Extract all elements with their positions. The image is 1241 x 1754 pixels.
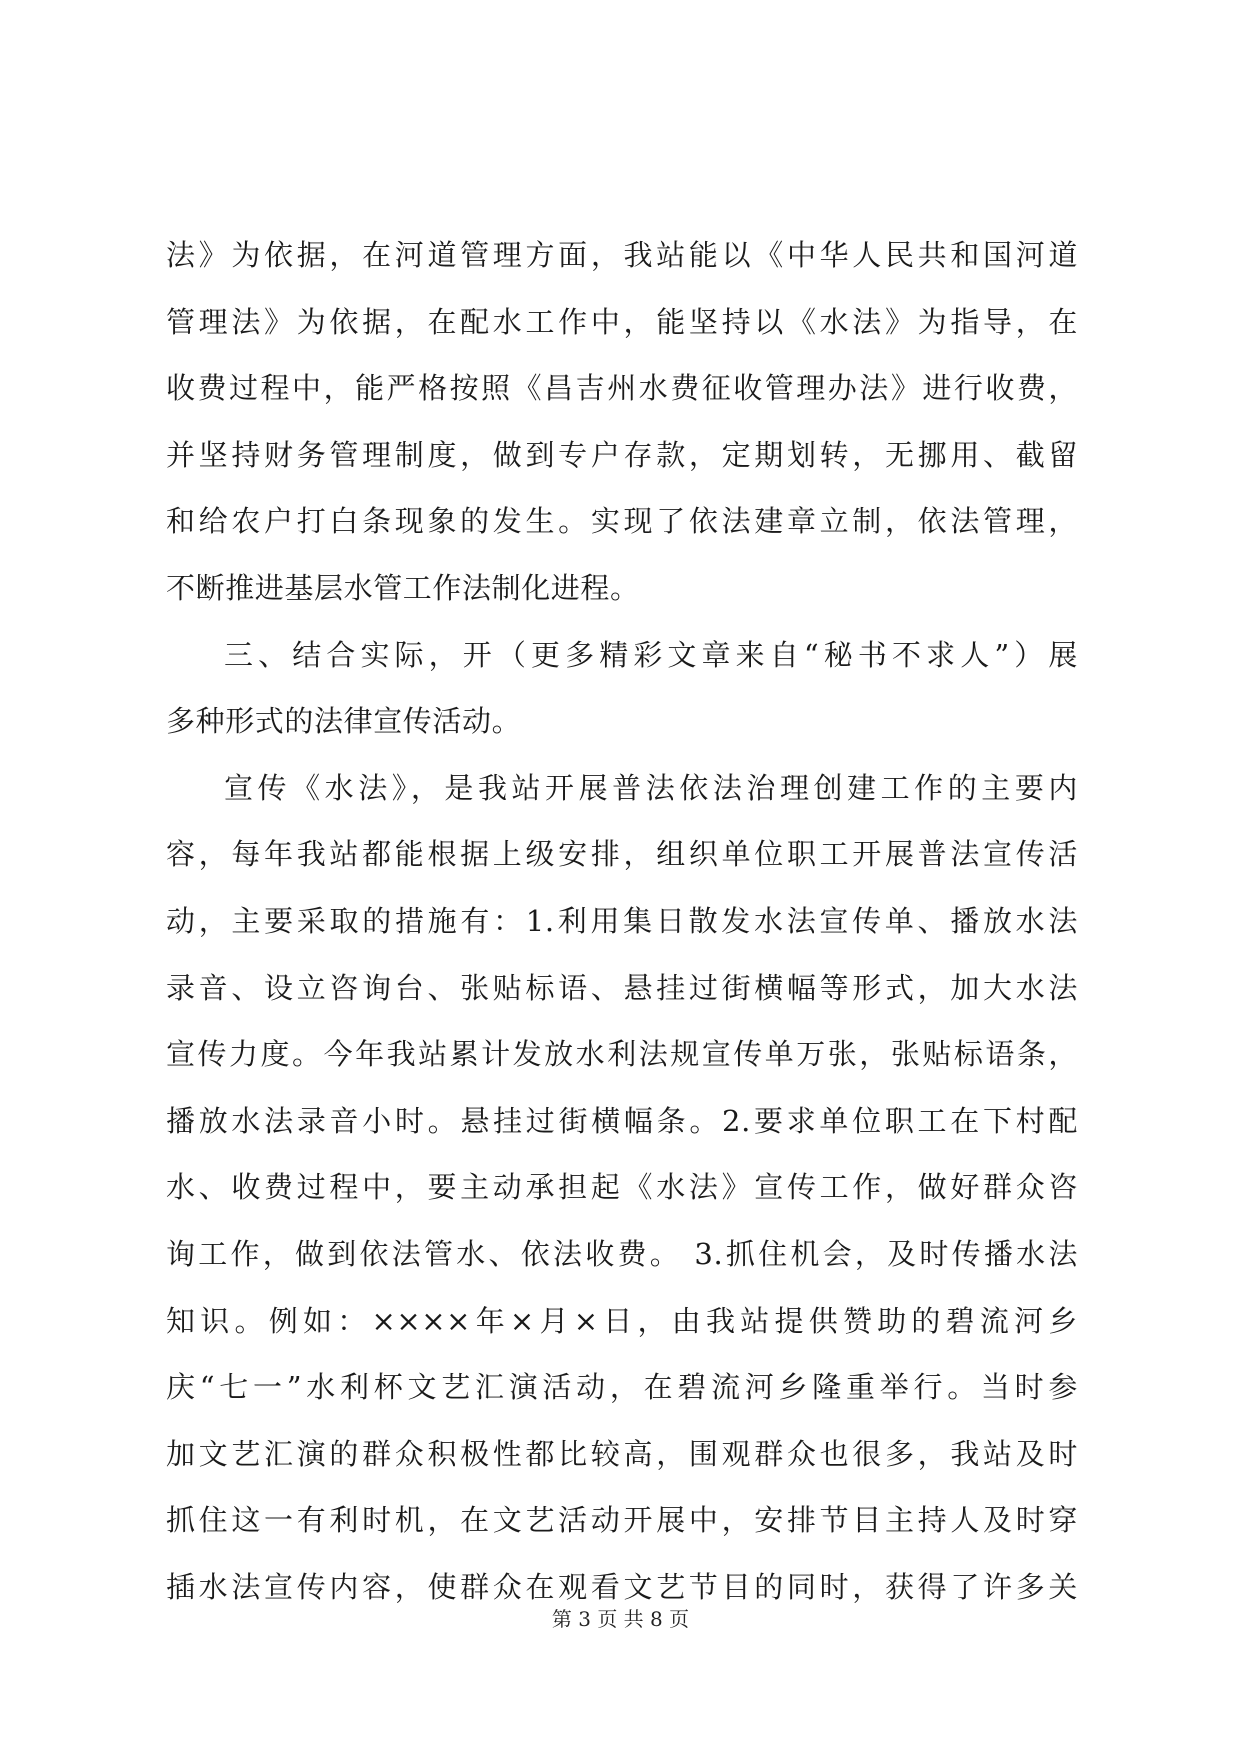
document-body <box>166 222 1078 1620</box>
text-line: 询工作，做到依法管水、依法收费。 3.抓住机会，及时传播水法 <box>166 1236 1078 1271</box>
text-line: 插水法宣传内容，使群众在观看文艺节目的同时，获得了许多关 <box>166 1569 1078 1604</box>
text-line: 宣传力度。今年我站累计发放水利法规宣传单万张，张贴标语条， <box>166 1037 1078 1072</box>
text-line: 法》为依据，在河道管理方面，我站能以《中华人民共和国河道 <box>166 238 1078 272</box>
section-heading-line: 多种形式的法律宣传活动。 <box>166 704 522 739</box>
section-heading-line: 三、结合实际，开（更多精彩文章来自“秘书不求人”）展 <box>224 637 1078 672</box>
text-line: 知识。例如：××××年×月×日，由我站提供赞助的碧流河乡 <box>166 1303 1078 1338</box>
text-line: 和给农户打白条现象的发生。实现了依法建章立制，依法管理， <box>166 504 1078 539</box>
text-line: 不断推进基层水管工作法制化进程。 <box>166 570 640 605</box>
text-line: 加文艺汇演的群众积极性都比较高，围观群众也很多，我站及时 <box>166 1436 1078 1471</box>
text-line: 水、收费过程中，要主动承担起《水法》宣传工作，做好群众咨 <box>166 1170 1078 1205</box>
text-line: 动，主要采取的措施有：1.利用集日散发水法宣传单、播放水法 <box>166 903 1078 938</box>
text-line: 收费过程中，能严格按照《昌吉州水费征收管理办法》进行收费， <box>166 371 1078 406</box>
text-line: 管理法》为依据，在配水工作中，能坚持以《水法》为指导，在 <box>166 304 1078 339</box>
text-line: 庆“七一”水利杯文艺汇演活动，在碧流河乡隆重举行。当时参 <box>166 1370 1078 1405</box>
text-line: 播放水法录音小时。悬挂过街横幅条。2.要求单位职工在下村配 <box>166 1103 1078 1138</box>
text-line: 并坚持财务管理制度，做到专户存款，定期划转，无挪用、截留 <box>166 437 1078 472</box>
page-number-footer: 第 3 页 共 8 页 <box>551 1607 690 1631</box>
text-line: 容，每年我站都能根据上级安排，组织单位职工开展普法宣传活 <box>166 837 1078 872</box>
text-line: 录音、设立咨询台、张贴标语、悬挂过街横幅等形式，加大水法 <box>166 970 1078 1005</box>
text-line: 抓住这一有利时机，在文艺活动开展中，安排节目主持人及时穿 <box>166 1503 1078 1538</box>
text-line: 宣传《水法》，是我站开展普法依法治理创建工作的主要内 <box>224 770 1078 805</box>
